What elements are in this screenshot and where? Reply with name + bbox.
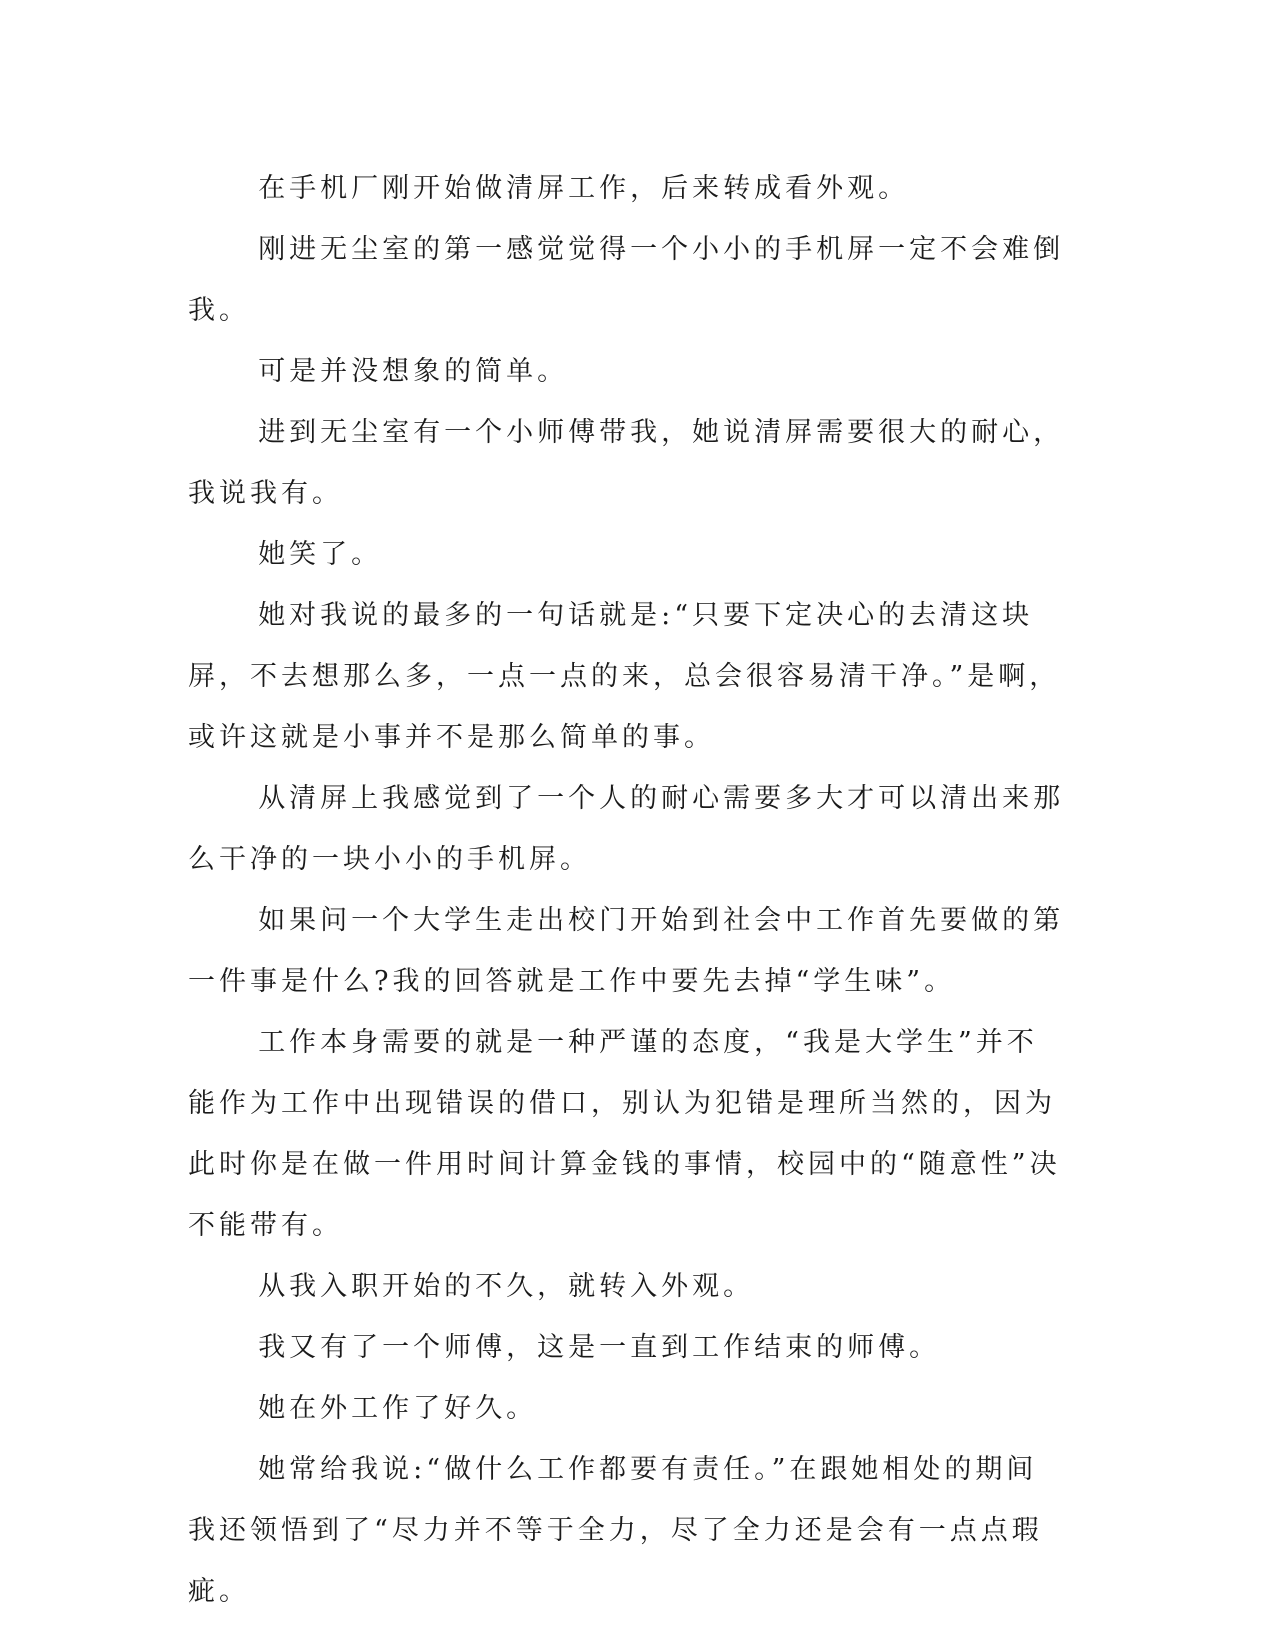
paragraph: 她在外工作了好久。 <box>258 1393 538 1424</box>
paragraph: 工作本身需要的就是一种严谨的态度，“我是大学生”并不能作为工作中出现错误的借口，别认为犯错是理所当然的，因为此时你是在做一件用时间计算金钱的事情，校园中的“随意性”决不能带有。 <box>188 1027 1061 1241</box>
paragraph: 她常给我说:“做什么工作都要有责任。”在跟她相处的期间我还领悟到了“尽力并不等于全力，尽了全力还是会有一点点瑕疵。 <box>188 1454 1043 1607</box>
paragraph: 她对我说的最多的一句话就是:“只要下定决心的去清这块屏，不去想那么多，一点一点的来，总会很容易清干净。”是啊，或许这就是小事并不是那么简单的事。 <box>188 600 1061 753</box>
paragraph: 从清屏上我感觉到了一个人的耐心需要多大才可以清出来那么干净的一块小小的手机屏。 <box>188 783 1065 875</box>
document-body <box>188 158 1068 1622</box>
paragraph: 在手机厂刚开始做清屏工作，后来转成看外观。 <box>258 173 910 204</box>
paragraph: 如果问一个大学生走出校门开始到社会中工作首先要做的第一件事是什么?我的回答就是工作中要先去掉“学生味”。 <box>188 905 1065 997</box>
paragraph: 她笑了。 <box>258 539 383 570</box>
paragraph: 从我入职开始的不久，就转入外观。 <box>258 1271 755 1302</box>
paragraph: 我又有了一个师傅，这是一直到工作结束的师傅。 <box>258 1332 941 1363</box>
paragraph: 进到无尘室有一个小师傅带我，她说清屏需要很大的耐心，我说我有。 <box>188 417 1065 509</box>
paragraph: 刚进无尘室的第一感觉觉得一个小小的手机屏一定不会难倒我。 <box>188 234 1065 326</box>
paragraph: 可是并没想象的简单。 <box>258 356 569 387</box>
